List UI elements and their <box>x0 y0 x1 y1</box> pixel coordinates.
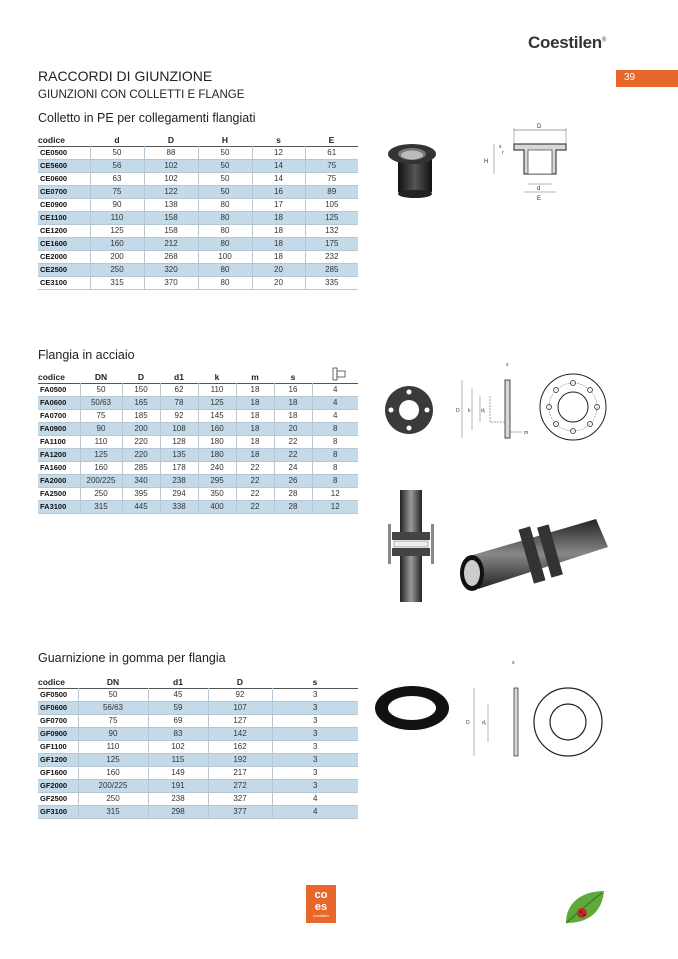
table-cell: 142 <box>208 727 272 740</box>
table-cell: 132 <box>325 225 339 235</box>
table-cell: 145 <box>198 409 236 422</box>
table-cell: 18 <box>236 422 274 435</box>
table-cell: 158 <box>144 211 198 224</box>
table-cell: 80 <box>198 276 252 289</box>
product-code: GF3100 <box>38 805 78 818</box>
table-cell: 90 <box>80 422 122 435</box>
table-cell: 89 <box>305 185 358 198</box>
table-cell: 3 <box>313 689 318 699</box>
product-code: GF1200 <box>38 753 78 766</box>
table-cell: 160 <box>90 237 144 250</box>
table-cell: 90 <box>78 727 148 740</box>
dim-label-k: k <box>468 408 471 414</box>
table-cell: 22 <box>236 474 274 487</box>
product-code: CE1100 <box>38 211 90 224</box>
table-cell: 125 <box>80 448 122 461</box>
table-row <box>38 766 358 779</box>
table-cell: 102 <box>144 172 198 185</box>
table-cell: 162 <box>208 740 272 753</box>
table-cell: 125 <box>78 753 148 766</box>
pipe-cutaway-photo <box>456 505 612 601</box>
table-cell: 14 <box>252 172 305 185</box>
table-cell: 180 <box>198 448 236 461</box>
dim-label-E: E <box>537 196 542 202</box>
table-cell: 78 <box>160 396 198 409</box>
table-row <box>38 396 358 409</box>
column-header: codice <box>38 677 65 688</box>
table-cell: 250 <box>78 792 148 805</box>
table-cell: 80 <box>198 198 252 211</box>
table-cell: 75 <box>78 714 148 727</box>
table-cell: 12 <box>312 500 358 513</box>
table-cell: 212 <box>144 237 198 250</box>
table-cell: 108 <box>160 422 198 435</box>
product-code: CE0500 <box>38 146 90 159</box>
product-code: CE0700 <box>38 185 90 198</box>
dim-label-D: D <box>456 408 460 414</box>
table-row <box>38 792 358 805</box>
dim-label-D: D <box>537 124 542 130</box>
table-cell: 18 <box>236 383 274 396</box>
column-header: k <box>214 372 220 383</box>
collar-diagram <box>480 120 580 210</box>
table-cell: 294 <box>160 487 198 500</box>
table-cell: 8 <box>312 448 358 461</box>
column-header: H <box>221 135 229 146</box>
table-cell: 50 <box>198 159 252 172</box>
table-cell: 18 <box>252 237 305 250</box>
table-cell: 135 <box>160 448 198 461</box>
table-row <box>38 487 358 500</box>
table-cell: 110 <box>78 740 148 753</box>
table-cell: 105 <box>325 199 339 209</box>
eco-leaf-badge-icon <box>562 887 606 927</box>
section-title-flanges: Flangia in acciaio <box>38 348 135 362</box>
table-cell: 125 <box>198 396 236 409</box>
product-code: CE5600 <box>38 159 90 172</box>
table-cell: 315 <box>90 276 144 289</box>
product-code: FA2500 <box>38 487 80 500</box>
table-cell: 3 <box>272 779 358 792</box>
table-cell: 56/63 <box>78 701 148 714</box>
bolt-icon <box>332 367 346 381</box>
table-cell: 12 <box>252 146 305 159</box>
table-cell: 14 <box>252 159 305 172</box>
table-cell: 8 <box>333 462 338 472</box>
column-header: D <box>236 677 244 688</box>
table-cell: 4 <box>313 793 318 803</box>
table-cell: 298 <box>148 805 208 818</box>
page-number-tab: 39 <box>616 70 678 87</box>
table-row <box>38 779 358 792</box>
dim-label-H: H <box>484 159 489 165</box>
product-code: GF2500 <box>38 792 78 805</box>
table-row <box>38 383 358 396</box>
table-cell: 69 <box>148 714 208 727</box>
table-cell: 3 <box>313 741 318 751</box>
table-cell: 63 <box>90 172 144 185</box>
table-row <box>38 172 358 185</box>
table-cell: 125 <box>90 224 144 237</box>
column-header: D <box>137 372 145 383</box>
table-cell: 200/225 <box>80 474 122 487</box>
table-cell: 22 <box>236 461 274 474</box>
svg-text:es: es <box>314 901 328 913</box>
product-code: FA0500 <box>38 383 80 396</box>
flange-side-diagram <box>450 360 535 445</box>
table-cell: 178 <box>160 461 198 474</box>
table-row <box>38 500 358 513</box>
product-code: CE1200 <box>38 224 90 237</box>
table-cell: 3 <box>313 767 318 777</box>
table-cell: 320 <box>144 263 198 276</box>
table-cell: 75 <box>90 185 144 198</box>
table-cell: 350 <box>198 487 236 500</box>
product-code: FA1100 <box>38 435 80 448</box>
table-cell: 20 <box>252 263 305 276</box>
table-cell: 75 <box>80 409 122 422</box>
table-cell: 18 <box>252 250 305 263</box>
product-code: GF0600 <box>38 701 78 714</box>
table-cell: 50/63 <box>80 396 122 409</box>
product-code: GF1600 <box>38 766 78 779</box>
table-cell: 220 <box>122 435 160 448</box>
table-cell: 100 <box>198 250 252 263</box>
table-cell: 45 <box>148 688 208 701</box>
table-cell: 83 <box>148 727 208 740</box>
table-cell: 56 <box>90 159 144 172</box>
table-cell: 327 <box>208 792 272 805</box>
table-cell: 185 <box>122 409 160 422</box>
table-cell: 22 <box>236 487 274 500</box>
table-row <box>38 263 358 276</box>
table-cell: 138 <box>144 198 198 211</box>
product-code: FA0900 <box>38 422 80 435</box>
flange-front-diagram <box>538 372 608 442</box>
table-cell: 175 <box>305 237 358 250</box>
table-row <box>38 276 358 289</box>
table-row <box>38 185 358 198</box>
table-cell: 268 <box>144 250 198 263</box>
table-row <box>38 805 358 818</box>
gaskets-table <box>38 677 358 819</box>
dim-label-d: d <box>537 186 541 192</box>
table-cell: 107 <box>208 701 272 714</box>
column-header: m <box>251 372 259 383</box>
table-row <box>38 224 358 237</box>
table-cell: 18 <box>236 448 274 461</box>
table-cell: 75 <box>327 173 337 183</box>
table-cell: 80 <box>198 224 252 237</box>
table-cell: 62 <box>160 383 198 396</box>
table-cell: 285 <box>305 263 358 276</box>
table-cell: 18 <box>252 224 305 237</box>
table-row <box>38 146 358 159</box>
gasket-photo <box>373 684 451 732</box>
table-row <box>38 211 358 224</box>
product-code: CE0600 <box>38 172 90 185</box>
table-cell: 59 <box>148 701 208 714</box>
dim-label-m: m <box>524 430 529 436</box>
table-cell: 180 <box>198 435 236 448</box>
table-cell: 200 <box>90 250 144 263</box>
table-cell: 90 <box>90 198 144 211</box>
table-cell: 160 <box>80 461 122 474</box>
table-cell: 102 <box>144 159 198 172</box>
column-header: s <box>290 372 296 383</box>
column-header: E <box>328 135 335 146</box>
coes-logo <box>306 885 336 923</box>
table-row <box>38 740 358 753</box>
table-cell: 50 <box>198 185 252 198</box>
table-cell: 22 <box>274 435 312 448</box>
product-code: CE0900 <box>38 198 90 211</box>
product-code: CE3100 <box>38 276 90 289</box>
table-cell: 220 <box>122 448 160 461</box>
flanges-table <box>38 372 358 514</box>
product-code: GF0500 <box>38 688 78 701</box>
product-code: GF0900 <box>38 727 78 740</box>
collars-table <box>38 135 358 290</box>
table-cell: 8 <box>312 474 358 487</box>
table-row <box>38 461 358 474</box>
table-cell: 102 <box>148 740 208 753</box>
product-code: FA2000 <box>38 474 80 487</box>
table-cell: 250 <box>90 263 144 276</box>
table-cell: 127 <box>208 714 272 727</box>
table-row <box>38 159 358 172</box>
table-cell: 28 <box>274 500 312 513</box>
table-cell: 3 <box>272 727 358 740</box>
table-cell: 340 <box>122 474 160 487</box>
table-cell: 17 <box>252 198 305 211</box>
table-cell: 80 <box>198 237 252 250</box>
product-code: CE1600 <box>38 237 90 250</box>
table-cell: 238 <box>160 474 198 487</box>
table-row <box>38 688 358 701</box>
table-cell: 200/225 <box>78 779 148 792</box>
table-row <box>38 727 358 740</box>
product-code: GF0700 <box>38 714 78 727</box>
column-header: codice <box>38 135 65 146</box>
table-cell: 18 <box>274 409 312 422</box>
table-cell: 28 <box>274 487 312 500</box>
table-row <box>38 250 358 263</box>
table-cell: 445 <box>122 500 160 513</box>
dim-label-d1: d₁ <box>482 720 487 726</box>
table-cell: 3 <box>313 715 318 725</box>
table-cell: 110 <box>90 211 144 224</box>
table-cell: 50 <box>78 688 148 701</box>
table-cell: 80 <box>198 211 252 224</box>
product-code: FA0700 <box>38 409 80 422</box>
table-cell: 160 <box>78 766 148 779</box>
table-cell: 8 <box>333 436 338 446</box>
svg-text:co: co <box>314 889 328 901</box>
table-row <box>38 701 358 714</box>
table-cell: 16 <box>274 383 312 396</box>
table-cell: 16 <box>252 185 305 198</box>
column-header: s <box>312 677 318 688</box>
pipe-joint-photo <box>384 488 440 604</box>
table-cell: 24 <box>274 461 312 474</box>
table-cell: 50 <box>198 172 252 185</box>
table-cell: 92 <box>160 409 198 422</box>
section-title-collars: Colletto in PE per collegamenti flangiati <box>38 111 256 125</box>
table-row <box>38 714 358 727</box>
table-cell: 50 <box>80 383 122 396</box>
table-cell: 250 <box>80 487 122 500</box>
table-cell: 18 <box>236 409 274 422</box>
table-cell: 238 <box>148 792 208 805</box>
page-subtitle: GIUNZIONI CON COLLETTI E FLANGE <box>38 89 245 101</box>
table-cell: 110 <box>80 435 122 448</box>
table-cell: 88 <box>144 146 198 159</box>
svg-text:coestilen: coestilen <box>313 913 329 918</box>
table-row <box>38 474 358 487</box>
dim-label-r: r <box>502 150 504 156</box>
product-code: GF2000 <box>38 779 78 792</box>
table-cell: 61 <box>327 147 337 157</box>
table-cell: 4 <box>333 410 338 420</box>
table-cell: 240 <box>198 461 236 474</box>
column-header: s <box>276 135 281 146</box>
page-title: RACCORDI DI GIUNZIONE <box>38 68 213 84</box>
column-header: D <box>167 135 175 146</box>
table-cell: 12 <box>330 488 340 498</box>
table-cell: 125 <box>305 211 358 224</box>
table-cell: 335 <box>325 277 339 287</box>
table-cell: 80 <box>198 263 252 276</box>
dim-label-s: s <box>506 362 509 368</box>
dim-label-s: s <box>512 660 515 666</box>
table-row <box>38 753 358 766</box>
column-header: d1 <box>174 372 184 383</box>
product-code: CE2500 <box>38 263 90 276</box>
table-cell: 110 <box>198 383 236 396</box>
table-cell: 377 <box>208 805 272 818</box>
table-cell: 370 <box>144 276 198 289</box>
table-cell: 217 <box>208 766 272 779</box>
table-cell: 22 <box>236 500 274 513</box>
table-cell: 26 <box>274 474 312 487</box>
table-cell: 150 <box>122 383 160 396</box>
dim-label-s: s <box>499 144 502 150</box>
table-cell: 285 <box>122 461 160 474</box>
collar-photo <box>384 140 444 200</box>
table-cell: 158 <box>144 224 198 237</box>
table-cell: 4 <box>272 805 358 818</box>
gasket-front-diagram <box>532 686 604 758</box>
column-header: d <box>114 135 120 146</box>
table-cell: 115 <box>148 753 208 766</box>
table-cell: 122 <box>144 185 198 198</box>
product-code: FA1600 <box>38 461 80 474</box>
table-cell: 128 <box>160 435 198 448</box>
table-cell: 315 <box>80 500 122 513</box>
section-title-gaskets: Guarnizione in gomma per flangia <box>38 651 226 665</box>
table-cell: 191 <box>148 779 208 792</box>
table-cell: 200 <box>122 422 160 435</box>
table-cell: 20 <box>252 276 305 289</box>
column-header: DN <box>94 372 108 383</box>
table-cell: 8 <box>312 422 358 435</box>
column-header: d1 <box>173 677 183 688</box>
table-cell: 18 <box>252 211 305 224</box>
product-code: FA0600 <box>38 396 80 409</box>
table-cell: 315 <box>78 805 148 818</box>
table-cell: 295 <box>198 474 236 487</box>
brand-logo: Coestilen® <box>528 33 606 52</box>
table-cell: 4 <box>312 396 358 409</box>
table-cell: 50 <box>90 146 144 159</box>
flange-photo <box>382 383 436 437</box>
table-cell: 22 <box>274 448 312 461</box>
table-row <box>38 409 358 422</box>
dim-label-d1: d₁ <box>481 408 486 414</box>
table-row <box>38 237 358 250</box>
dim-label-D: D <box>466 720 470 726</box>
table-cell: 160 <box>198 422 236 435</box>
table-row <box>38 448 358 461</box>
table-cell: 50 <box>198 146 252 159</box>
table-cell: 18 <box>274 396 312 409</box>
table-cell: 3 <box>272 753 358 766</box>
gasket-side-diagram <box>462 658 532 764</box>
table-cell: 92 <box>208 688 272 701</box>
table-cell: 75 <box>305 159 358 172</box>
table-cell: 18 <box>236 396 274 409</box>
table-row <box>38 435 358 448</box>
table-cell: 395 <box>122 487 160 500</box>
product-code: FA3100 <box>38 500 80 513</box>
table-cell: 272 <box>208 779 272 792</box>
product-code: FA1200 <box>38 448 80 461</box>
column-header: codice <box>38 372 65 383</box>
table-cell: 18 <box>236 435 274 448</box>
column-header: DN <box>106 677 120 688</box>
table-cell: 400 <box>198 500 236 513</box>
table-cell: 3 <box>272 701 358 714</box>
table-cell: 4 <box>333 384 338 394</box>
table-cell: 338 <box>160 500 198 513</box>
table-row <box>38 198 358 211</box>
table-cell: 149 <box>148 766 208 779</box>
product-code: CE2000 <box>38 250 90 263</box>
table-cell: 165 <box>122 396 160 409</box>
product-code: GF1100 <box>38 740 78 753</box>
table-cell: 192 <box>208 753 272 766</box>
table-row <box>38 422 358 435</box>
table-cell: 20 <box>274 422 312 435</box>
table-cell: 232 <box>325 251 339 261</box>
